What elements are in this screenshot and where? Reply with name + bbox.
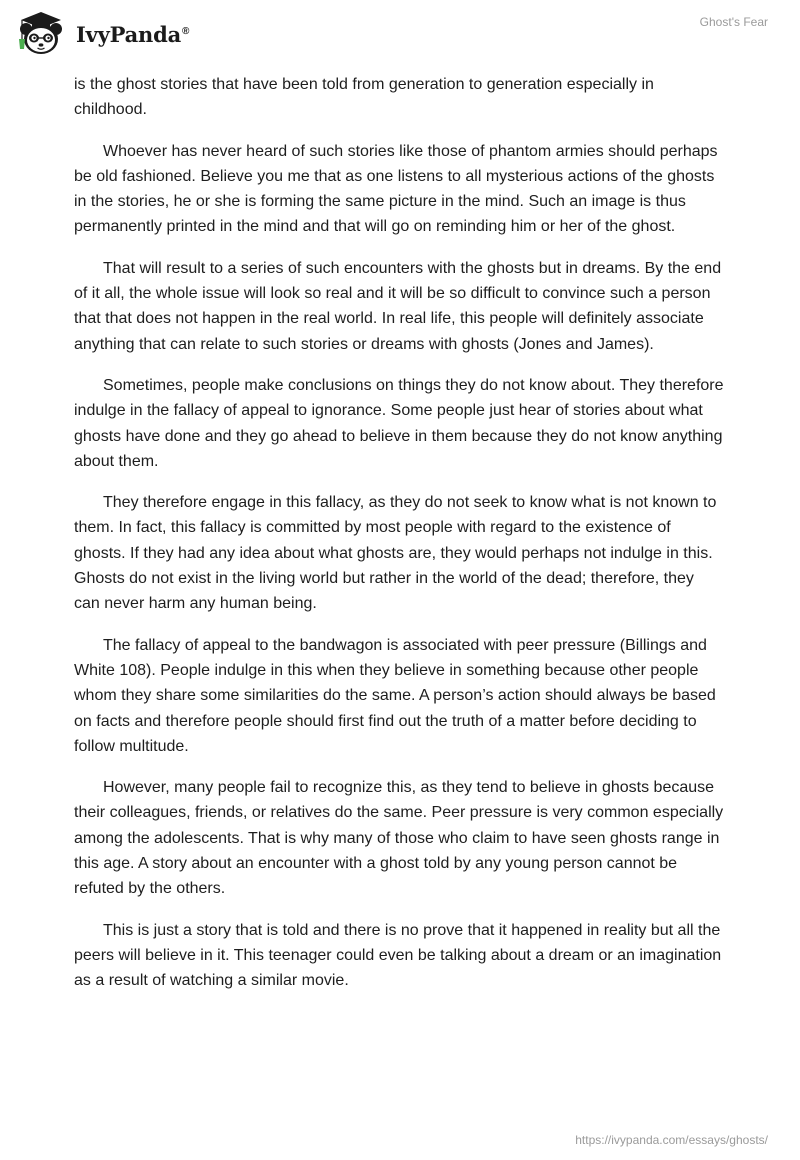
paragraph: is the ghost stories that have been told from generation to generation especially in childhood. xyxy=(74,76,654,119)
source-url[interactable]: https://ivypanda.com/essays/ghosts/ xyxy=(575,1133,768,1147)
paragraph: Whoever has never heard of such stories like those of phantom armies should perhaps be old fashioned. Believe you me that as one listens to all mysterious actions of the ghosts in the stories, he or she is forming the same picture in the mind. Such an image is thus permanently printed in the mind and that will go on reminding him or her of the ghost. xyxy=(74,142,718,236)
logo-name: IvyPanda xyxy=(76,21,182,47)
essay-body xyxy=(74,72,724,1010)
panda-graduate-icon xyxy=(14,9,70,57)
logo-wordmark xyxy=(76,22,189,47)
registered-mark: ® xyxy=(182,25,190,37)
document-title: Ghost's Fear xyxy=(699,15,768,29)
paragraph: That will result to a series of such encounters with the ghosts but in dreams. By the end of it all, the whole issue will look so real and it will be so difficult to convince such a person that that does not happen in the real world. In real life, this people will definitely associate anything that can relate to such stories or dreams with ghosts (Jones and James). xyxy=(74,259,722,353)
paragraph: The fallacy of appeal to the bandwagon is associated with peer pressure (Billings and White 108). People indulge in this when they believe in something because other people whom they share some similarities do the same. A person’s action should always be based on facts and therefore people should first find out the truth of a matter before deciding to follow multitude. xyxy=(74,636,716,755)
paragraph: This is just a story that is told and there is no prove that it happened in reality but all the peers will believe in it. This teenager could even be talking about a dream or an imagination as a result of watching a similar movie. xyxy=(74,921,722,990)
page-header xyxy=(0,0,800,64)
ivypanda-logo[interactable] xyxy=(14,9,189,57)
paragraph: However, many people fail to recognize this, as they tend to believe in ghosts because their colleagues, friends, or relatives do the same. Peer pressure is very common especially among the adolescents. That is why many of those who claim to have seen ghosts range in this age. A story about an encounter with a ghost told by any young person cannot be refuted by the others. xyxy=(74,779,724,898)
paragraph: Sometimes, people make conclusions on things they do not know about. They therefore indulge in the fallacy of appeal to ignorance. Some people just hear of stories about what ghosts have done and they go ahead to believe in them because they do not know anything about them. xyxy=(74,376,724,470)
paragraph: They therefore engage in this fallacy, as they do not seek to know what is not known to them. In fact, this fallacy is committed by most people with regard to the existence of ghosts. If they had any idea about what ghosts are, they would perhaps not indulge in this. Ghosts do not exist in the living world but rather in the world of the dead; therefore, they can never harm any human being. xyxy=(74,494,717,613)
